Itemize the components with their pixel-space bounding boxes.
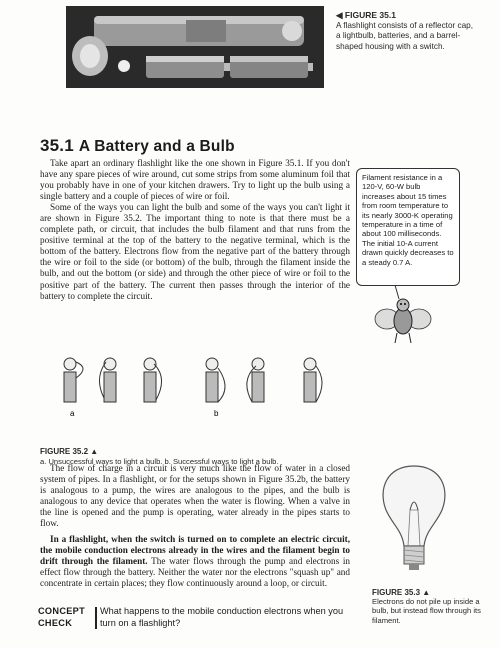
circuit-diagrams xyxy=(56,348,356,418)
figure-label: ◀ FIGURE 35.1 xyxy=(336,10,396,20)
label-b: b xyxy=(214,409,219,418)
paragraph: Take apart an ordinary flashlight like the one shown in Figure 35.1. If you don't have any spare pieces of wire around, cut some strips from some aluminum foil that you probably have in one of your kitchen drawers. Try to light up the bulb using a single battery and a couple of pieces of wire or foil. xyxy=(40,158,350,202)
figure-35-1-caption xyxy=(336,10,476,52)
cartoon-character-icon xyxy=(365,285,445,345)
figure-label: FIGURE 35.2 ▲ xyxy=(40,447,99,456)
tag-line: CONCEPT xyxy=(38,606,86,616)
section-title xyxy=(40,136,235,156)
paragraph xyxy=(40,534,350,589)
figure-label: FIGURE 35.3 ▲ xyxy=(372,588,431,597)
figure-caption: A flashlight consists of a reflector cap, a lightbulb, batteries, and a barrel-shaped housing with a switch. xyxy=(336,21,473,51)
body-paragraph-3 xyxy=(40,534,350,589)
tag-line: CHECK xyxy=(38,617,73,628)
lightbulb-icon xyxy=(372,460,456,578)
concept-check-question: What happens to the mobile conduction electrons when you turn on a flashlight? xyxy=(100,606,344,628)
flashlight-photo xyxy=(66,6,324,88)
body-paragraph-2 xyxy=(40,463,350,529)
concept-check-tag xyxy=(38,606,94,629)
key-concept: In a flashlight, when the switch is turned on to complete an electric circuit, the mobile conduction electrons already in the wires and the filament begin to drift through the filament. xyxy=(40,534,350,567)
section-number: 35.1 xyxy=(40,136,74,155)
paragraph-rest: The water flows through the pump and electrons in effect flow through the battery. Neither the water nor the electrons "squash up" and concentrate in certain places; they flow continuously around a loop, or circuit. xyxy=(40,556,350,589)
figure-caption: a. Unsuccessful ways to light a bulb. b. Successful ways to light a bulb. xyxy=(40,456,279,466)
figure-35-3-caption xyxy=(372,588,482,625)
section-title-text: A Battery and a Bulb xyxy=(78,138,235,155)
paragraph: Some of the ways you can light the bulb and some of the ways you can't light it are shown in Figure 35.2. The important thing to note is that there must be a complete path, or circuit, that includes the bulb filament and that runs from the positive terminal at the top of the battery to the negative terminal, which is the bottom of the battery. Electrons flow from the negative part of the battery through the wire or foil to the side (or bottom) of the bulb, through the filament inside the bulb, and out the bottom (or side) and through the other piece of wire or foil to the positive part of the battery. The current then passes through the interior of the battery to complete the circuit. xyxy=(40,202,350,301)
paragraph: The flow of charge in a circuit is very much like the flow of water in a closed system of pipes. In a flashlight, or for the setups shown in Figure 35.2b, the battery is analogous to a pump, the wires are analogous to the pipes, and the bulb is analogous to any device that operates when the water is flowing. When a valve in the line is opened and the pump is operating, water already in the pipes starts to flow. xyxy=(40,463,350,529)
sidebar-callout: Filament resistance in a 120-V, 60-W bulb increases about 15 times from room temperature to its nearly 3000-K operating temperature in a time of about 100 milliseconds. The initial 10-A current drawn quickly decreases to a steady 0.7 A. xyxy=(356,168,460,286)
label-a: a xyxy=(70,409,75,418)
figure-caption: Electrons do not pile up inside a bulb, but instead flow through its filament. xyxy=(372,597,481,625)
body-paragraph-1 xyxy=(40,158,350,302)
divider xyxy=(95,607,97,629)
